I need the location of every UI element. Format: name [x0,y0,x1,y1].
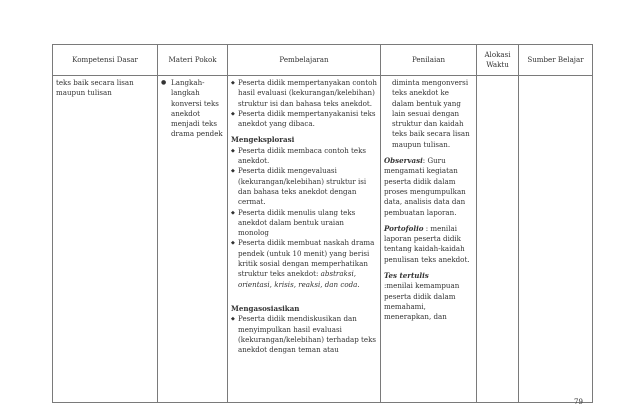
materi-list [161,78,224,140]
item-c-text: Peserta didik membuat naskah drama pendek (untuk 10 menit) yang berisi kritik sosial dengan memperhatikan struktur teks anekdot: [238,238,375,279]
penilaian-portofolio [384,224,473,265]
cell-penilaian [381,76,477,403]
pembelajaran-list-b [231,146,377,290]
observasi-text: : Guru mengamati kegiatan peserta didik dalam proses mengumpulkan data, analisis data dan pembuatan laporan. [384,156,466,217]
list-item: ◆ Peserta didik membaca contoh teks anekdot. [231,146,377,167]
list-item: ◆ Peserta didik menulis ulang teks anekdot dalam bentuk uraian monolog [231,208,377,239]
list-item: ◆ Peserta didik mengevaluasi (kekurangan/kelebihan) struktur isi dan bahasa teks anekdot dengan cermat. [231,166,377,207]
syllabus-table [52,44,593,403]
list-item [231,238,377,289]
penilaian-intro: diminta mengonversi teks anekdot ke dalam bentuk yang lain sesuai dengan struktur dan kaidah teks baik secara lisan maupun tulisan. [392,78,470,149]
penilaian-tes [384,271,473,322]
header-row [53,45,593,76]
kompetensi-text: teks baik secara lisan maupun tulisan [56,78,134,98]
page-number: 79 [574,398,583,406]
header-pembelajaran: Pembelajaran [228,45,381,76]
list-item: ◆ Peserta didik mempertanyakan contoh hasil evaluasi (kekurangan/kelebihan) struktur isi dan bahasa teks anekdot. [231,78,377,109]
list-item: ◆ Peserta didik mempertanyakanisi teks anekdot yang dibaca. [231,109,377,130]
cell-kompetensi [53,76,158,403]
cell-pembelajaran [228,76,381,403]
cell-sumber [519,76,593,403]
penilaian-observasi [384,156,473,218]
table-row [53,76,593,403]
header-penilaian: Penilaian [381,45,477,76]
heading-explore: Mengeksplorasi [231,135,295,145]
list-item: ◆ Peserta didik mendiskusikan dan menyimpulkan hasil evaluasi (kekurangan/kelebihan) terhadap teks anekdot dengan teman atau [231,314,377,355]
portofolio-text: : menilai laporan peserta didik tentang kaidah-kaidah penulisan teks anekdot. [384,223,470,264]
tes-text: :menilai kemampuan peserta didik dalam memahami, menerapkan, dan [384,281,460,322]
cell-materi [158,76,228,403]
tes-label: Tes tertulis [384,271,429,281]
header-sumber: Sumber Belajar [519,45,593,76]
materi-item: ● Langkah-langkah konversi teks anekdot menjadi teks drama pendek [161,78,224,140]
portofolio-label: Portofolio [384,223,424,233]
pembelajaran-list-d [231,314,377,355]
heading-assoc: Mengasosiasikan [231,303,300,313]
header-kompetensi: Kompetensi Dasar [53,45,158,76]
pembelajaran-list-a [231,78,377,129]
header-materi: Materi Pokok [158,45,228,76]
observasi-label: Observasi [384,156,423,166]
header-alokasi: Alokasi Waktu [477,45,519,76]
item-c-italic: abstraksi, orientasi, krisis, reaksi, dan coda. [238,269,360,289]
cell-alokasi [477,76,519,403]
